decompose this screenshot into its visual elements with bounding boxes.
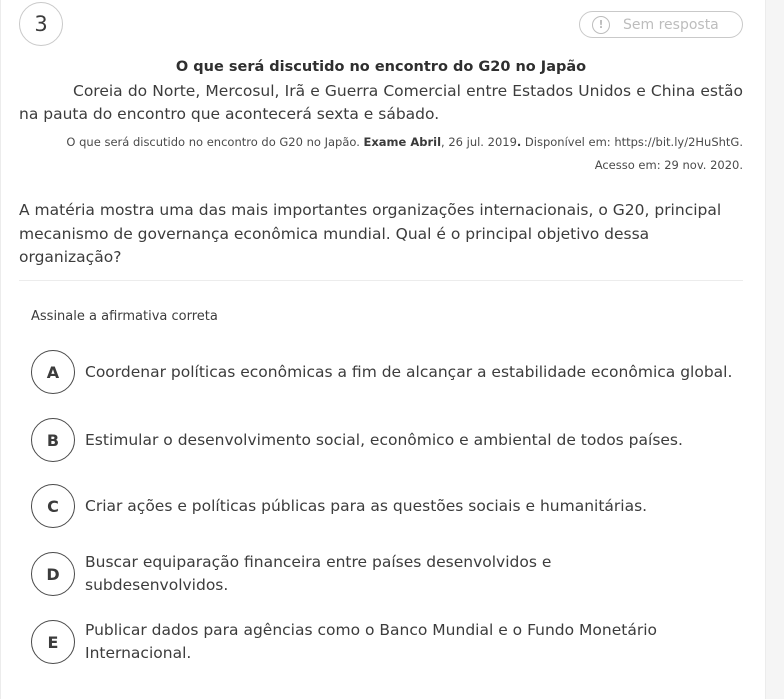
source-access: Acesso em: 29 nov. 2020. (594, 158, 743, 172)
option-text[interactable]: Estimular o desenvolvimento social, econômico e ambiental de todos países. (85, 430, 683, 449)
option-letter[interactable]: C (31, 484, 75, 528)
page-scrollbar-track[interactable] (766, 0, 784, 699)
option-d[interactable] (31, 551, 743, 597)
status-badge (579, 11, 743, 38)
status-label: Sem resposta (623, 16, 719, 33)
option-letter[interactable]: A (31, 350, 75, 394)
option-e[interactable] (31, 619, 743, 665)
option-text[interactable]: Publicar dados para agências como o Banco Mundial e o Fundo Monetário Internacional. (85, 621, 657, 662)
option-b[interactable] (31, 418, 743, 462)
source-date: , 26 jul. 2019 (441, 135, 517, 149)
option-letter[interactable]: B (31, 418, 75, 462)
option-a[interactable] (31, 350, 743, 394)
option-letter[interactable]: D (31, 552, 75, 596)
divider (19, 280, 743, 281)
option-letter[interactable]: E (31, 620, 75, 664)
alert-circle-icon: ! (592, 16, 610, 34)
question-number: 3 (19, 2, 63, 46)
question-statement: A matéria mostra uma das mais importantes organizações internacionais, o G20, principal mecanismo de governança econômica mundial. Qual é o principal objetivo dessa organização? (19, 201, 722, 266)
source-dot: . (516, 135, 522, 149)
answer-instruction: Assinale a afirmativa correta (31, 309, 218, 324)
source-available: Disponível em: https://bit.ly/2HuShtG. (521, 135, 743, 149)
option-c[interactable] (31, 484, 743, 528)
option-text[interactable]: Criar ações e políticas públicas para as questões sociais e humanitárias. (85, 496, 648, 515)
source-publication: Exame Abril (363, 135, 442, 149)
article-source (19, 131, 743, 177)
option-text[interactable]: Buscar equiparação financeira entre países desenvolvidos e subdesenvolvidos. (85, 553, 552, 594)
article-headline: O que será discutido no encontro do G20 no Japão (175, 59, 587, 75)
article-excerpt: Coreia do Norte, Mercosul, Irã e Guerra Comercial entre Estados Unidos e China estão na pauta do encontro que acontecerá sexta e sábado. (19, 82, 743, 123)
option-text[interactable]: Coordenar políticas econômicas a fim de alcançar a estabilidade econômica global. (85, 362, 733, 381)
source-prefix: O que será discutido no encontro do G20 no Japão. (66, 135, 364, 149)
